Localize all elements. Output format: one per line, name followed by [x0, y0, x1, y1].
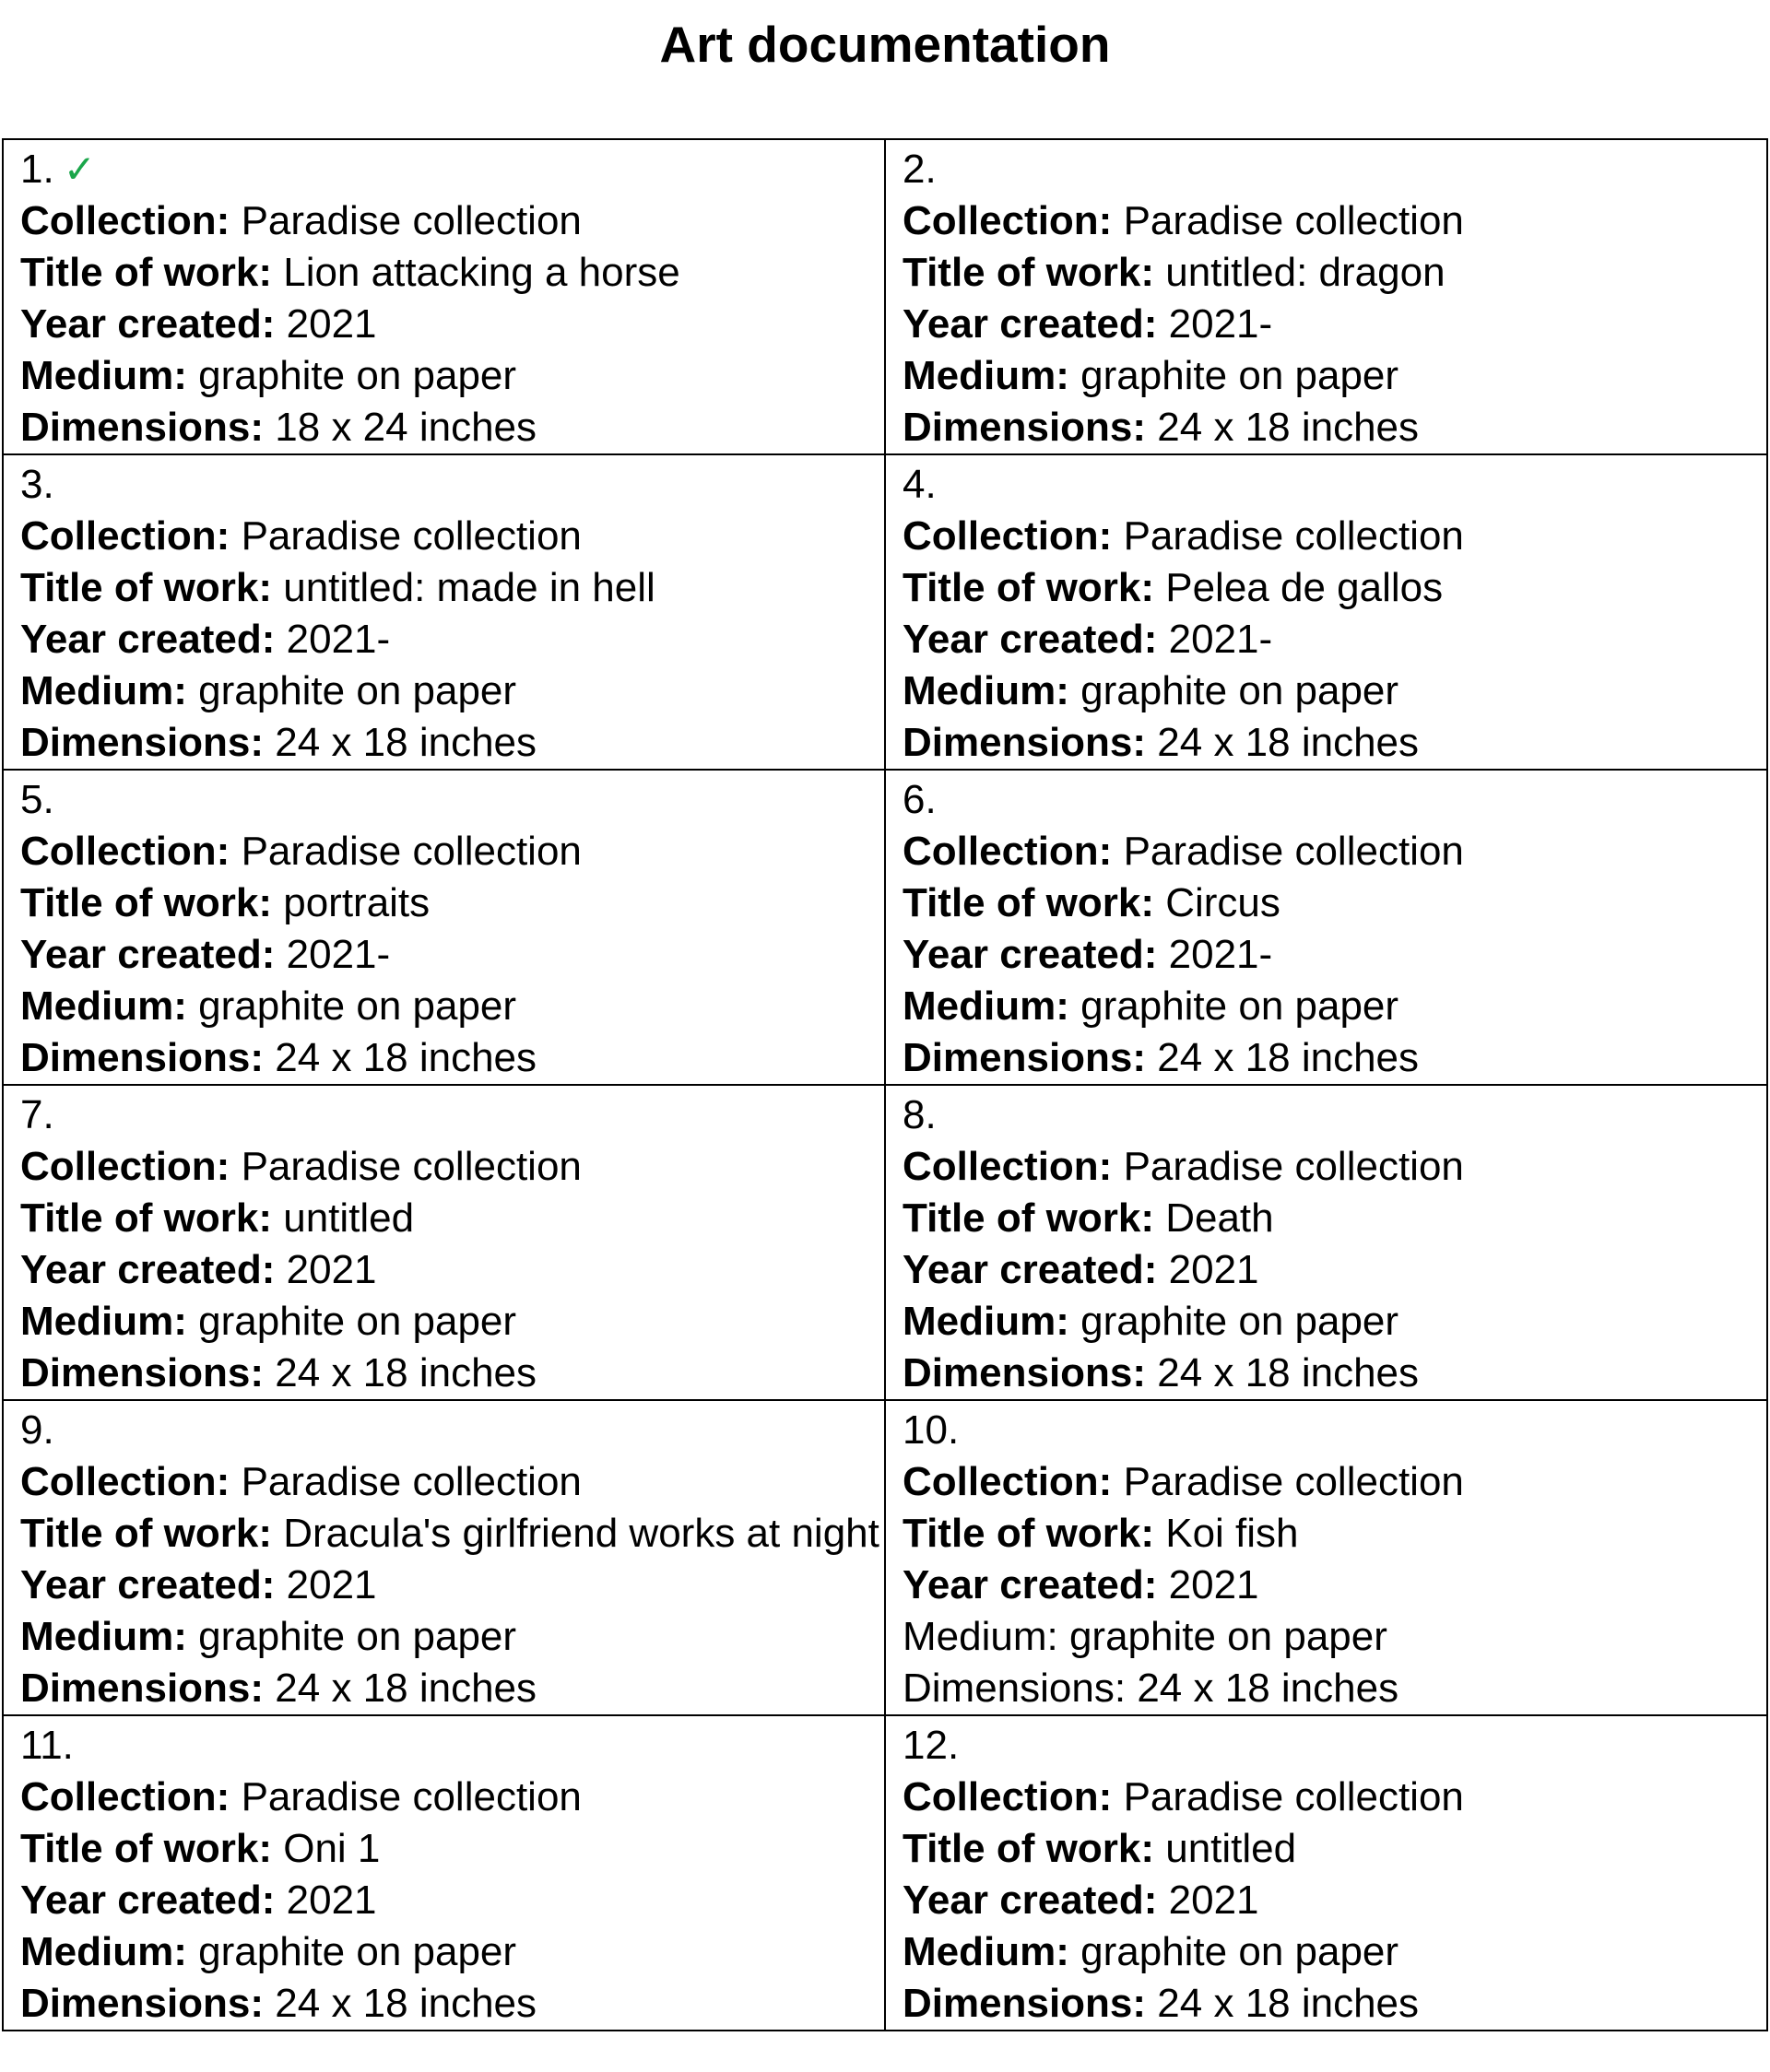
- title-label: Title of work:: [20, 1511, 272, 1556]
- medium-label: Medium:: [20, 983, 187, 1029]
- collection-value: Paradise collection: [1123, 829, 1464, 874]
- entry-number: 12.: [903, 1723, 960, 1768]
- collection-label: Collection:: [903, 513, 1113, 559]
- entry-number: 8.: [903, 1092, 937, 1137]
- dimensions-value: 24 x 18 inches: [275, 720, 537, 765]
- dimensions-value: 24 x 18 inches: [1157, 405, 1420, 450]
- title-value: Dracula's girlfriend works at night: [283, 1511, 879, 1556]
- collection-line: [903, 826, 1766, 877]
- title-line: [20, 562, 884, 614]
- year-line: [903, 929, 1766, 981]
- artwork-entry-cell: [885, 1400, 1767, 1715]
- entry-number: 6.: [903, 777, 937, 822]
- dimensions-value: 24 x 18 inches: [1157, 1350, 1420, 1395]
- collection-line: [903, 1456, 1766, 1508]
- dimensions-line: [903, 1978, 1766, 2030]
- entry-number-line: [903, 144, 1766, 195]
- medium-value: graphite on paper: [1080, 1299, 1399, 1344]
- title-label: Title of work:: [903, 1826, 1154, 1871]
- dimensions-label: Dimensions:: [903, 1981, 1147, 2026]
- collection-value: Paradise collection: [241, 513, 582, 559]
- collection-line: [903, 195, 1766, 247]
- collection-line: [20, 511, 884, 562]
- dimensions-line: [903, 402, 1766, 453]
- title-value: portraits: [283, 880, 431, 925]
- title-value: Koi fish: [1165, 1511, 1299, 1556]
- dimensions-line: [20, 1032, 884, 1084]
- entry-number-line: [20, 774, 884, 826]
- dimensions-line: [20, 717, 884, 769]
- dimensions-line: [903, 1348, 1766, 1399]
- year-label: Year created:: [20, 1247, 276, 1292]
- medium-value: graphite on paper: [1080, 668, 1399, 713]
- year-value: 2021: [1168, 1878, 1259, 1923]
- collection-line: [903, 511, 1766, 562]
- title-value: Death: [1165, 1195, 1274, 1241]
- year-line: [903, 614, 1766, 665]
- title-line: [903, 1508, 1766, 1560]
- medium-label: Medium:: [903, 1929, 1069, 1974]
- medium-label: Medium:: [20, 1614, 187, 1659]
- medium-line: [903, 665, 1766, 717]
- title-line: [20, 877, 884, 929]
- medium-value: graphite on paper: [198, 353, 517, 398]
- title-value: Circus: [1165, 880, 1280, 925]
- artwork-entry-cell: [3, 454, 885, 770]
- year-value: 2021: [286, 1878, 377, 1923]
- collection-value: Paradise collection: [1123, 1459, 1464, 1504]
- medium-line: [20, 981, 884, 1032]
- title-label: Title of work:: [903, 250, 1154, 295]
- table-row: [3, 1400, 1767, 1715]
- medium-value: graphite on paper: [198, 1614, 517, 1659]
- medium-label: Medium:: [903, 668, 1069, 713]
- medium-label: Medium:: [20, 1299, 187, 1344]
- year-line: [20, 1875, 884, 1926]
- artwork-entry-cell: [3, 139, 885, 454]
- title-label: Title of work:: [20, 1826, 272, 1871]
- entry-number-line: [20, 144, 884, 195]
- collection-value: Paradise collection: [241, 1144, 582, 1189]
- entry-number-line: [903, 774, 1766, 826]
- collection-label: Collection:: [20, 1774, 230, 1819]
- medium-label: Medium:: [20, 353, 187, 398]
- collection-label: Collection:: [903, 829, 1113, 874]
- dimensions-label: Dimensions:: [20, 1666, 265, 1711]
- collection-value: Paradise collection: [241, 829, 582, 874]
- entry-number-line: [20, 459, 884, 511]
- artwork-entry-cell: [885, 1715, 1767, 2031]
- dimensions-label: Dimensions:: [20, 720, 265, 765]
- medium-line: [903, 1926, 1766, 1978]
- entry-number-line: [20, 1720, 884, 1772]
- entry-number: 3.: [20, 462, 54, 507]
- medium-line: [20, 1296, 884, 1348]
- collection-value: Paradise collection: [1123, 513, 1464, 559]
- entry-number: 2.: [903, 147, 937, 192]
- dimensions-value: 24 x 18 inches: [275, 1350, 537, 1395]
- artwork-entry-cell: [885, 770, 1767, 1085]
- medium-label: Medium:: [903, 1299, 1069, 1344]
- collection-label: Collection:: [903, 1459, 1113, 1504]
- entry-number: 1.: [20, 147, 54, 192]
- year-value: 2021-: [1168, 617, 1273, 662]
- collection-label: Collection:: [903, 198, 1113, 243]
- title-line: [20, 1823, 884, 1875]
- year-label: Year created:: [20, 301, 276, 347]
- title-value: untitled: made in hell: [283, 565, 655, 610]
- dimensions-label: Dimensions:: [903, 1350, 1147, 1395]
- medium-line: [20, 1926, 884, 1978]
- medium-line: [903, 350, 1766, 402]
- dimensions-label: Dimensions:: [903, 720, 1147, 765]
- medium-value: graphite on paper: [198, 983, 517, 1029]
- entry-number-line: [903, 1089, 1766, 1141]
- year-value: 2021-: [286, 617, 391, 662]
- year-line: [20, 1560, 884, 1611]
- year-label: Year created:: [20, 932, 276, 977]
- dimensions-line: [903, 1032, 1766, 1084]
- collection-label: Collection:: [20, 1144, 230, 1189]
- year-label: Year created:: [903, 617, 1158, 662]
- year-label: Year created:: [903, 301, 1158, 347]
- checkmark-icon: ✓: [63, 147, 96, 192]
- collection-line: [903, 1141, 1766, 1193]
- medium-value: graphite on paper: [1080, 983, 1399, 1029]
- entry-number-line: [20, 1089, 884, 1141]
- year-line: [20, 614, 884, 665]
- year-line: [20, 1244, 884, 1296]
- medium-label: Medium:: [903, 353, 1069, 398]
- dimensions-value: 24 x 18 inches: [1157, 1981, 1420, 2026]
- collection-value: Paradise collection: [241, 1459, 582, 1504]
- dimensions-value: 24 x 18 inches: [275, 1035, 537, 1080]
- collection-line: [20, 1141, 884, 1193]
- table-row: [3, 454, 1767, 770]
- medium-value: graphite on paper: [1080, 1929, 1399, 1974]
- year-label: Year created:: [903, 1247, 1158, 1292]
- table-row: [3, 770, 1767, 1085]
- entry-number: 7.: [20, 1092, 54, 1137]
- medium-label: Medium:: [903, 983, 1069, 1029]
- year-label: Year created:: [903, 1562, 1158, 1607]
- collection-value: Paradise collection: [1123, 1144, 1464, 1189]
- dimensions-line: [20, 1978, 884, 2030]
- year-line: [903, 1875, 1766, 1926]
- title-label: Title of work:: [20, 565, 272, 610]
- collection-line: [20, 826, 884, 877]
- title-line: [20, 1193, 884, 1244]
- medium-line: [20, 350, 884, 402]
- dimensions-label: Dimensions:: [20, 1981, 265, 2026]
- medium-label: Medium:: [20, 668, 187, 713]
- table-row: [3, 1085, 1767, 1400]
- collection-line: [903, 1772, 1766, 1823]
- dimensions-value: 24 x 18 inches: [1137, 1666, 1399, 1711]
- title-value: Oni 1: [283, 1826, 381, 1871]
- year-line: [20, 929, 884, 981]
- year-label: Year created:: [903, 1878, 1158, 1923]
- artwork-entry-cell: [3, 1400, 885, 1715]
- entry-number-line: [903, 1720, 1766, 1772]
- title-line: [903, 877, 1766, 929]
- year-line: [903, 299, 1766, 350]
- collection-label: Collection:: [903, 1774, 1113, 1819]
- dimensions-value: 18 x 24 inches: [275, 405, 537, 450]
- title-line: [903, 1823, 1766, 1875]
- artwork-entry-cell: [885, 454, 1767, 770]
- title-value: untitled: [1165, 1826, 1297, 1871]
- medium-label: Medium:: [20, 1929, 187, 1974]
- collection-line: [20, 195, 884, 247]
- dimensions-line: [20, 1348, 884, 1399]
- year-label: Year created:: [20, 1562, 276, 1607]
- entry-number: 11.: [20, 1723, 74, 1768]
- medium-line: [20, 665, 884, 717]
- entry-number-line: [903, 459, 1766, 511]
- medium-line: [20, 1611, 884, 1663]
- medium-line: [903, 1296, 1766, 1348]
- entry-number: 10.: [903, 1407, 960, 1453]
- dimensions-value: 24 x 18 inches: [1157, 1035, 1420, 1080]
- year-line: [20, 299, 884, 350]
- table-row: [3, 1715, 1767, 2031]
- artwork-entry-cell: [3, 770, 885, 1085]
- title-value: Pelea de gallos: [1165, 565, 1444, 610]
- collection-value: Paradise collection: [1123, 198, 1464, 243]
- dimensions-value: 24 x 18 inches: [275, 1666, 537, 1711]
- year-value: 2021: [286, 1247, 377, 1292]
- art-documentation-table: [2, 138, 1768, 2031]
- medium-line: [903, 1611, 1766, 1663]
- dimensions-line: [903, 717, 1766, 769]
- dimensions-value: 24 x 18 inches: [275, 1981, 537, 2026]
- entry-number: 4.: [903, 462, 937, 507]
- artwork-entry-cell: [885, 139, 1767, 454]
- title-label: Title of work:: [903, 565, 1154, 610]
- artwork-entry-cell: [885, 1085, 1767, 1400]
- dimensions-label: Dimensions:: [20, 1350, 265, 1395]
- year-value: 2021-: [286, 932, 391, 977]
- title-line: [20, 247, 884, 299]
- year-value: 2021-: [1168, 301, 1273, 347]
- medium-label: Medium:: [903, 1614, 1058, 1659]
- year-label: Year created:: [20, 1878, 276, 1923]
- medium-line: [903, 981, 1766, 1032]
- title-line: [903, 1193, 1766, 1244]
- collection-label: Collection:: [20, 513, 230, 559]
- dimensions-label: Dimensions:: [20, 1035, 265, 1080]
- year-value: 2021: [1168, 1247, 1259, 1292]
- dimensions-label: Dimensions:: [20, 405, 265, 450]
- table-row: [3, 139, 1767, 454]
- collection-line: [20, 1772, 884, 1823]
- medium-value: graphite on paper: [1068, 1614, 1387, 1659]
- year-line: [903, 1560, 1766, 1611]
- dimensions-label: Dimensions:: [903, 405, 1147, 450]
- page-title: Art documentation: [659, 16, 1111, 73]
- year-line: [903, 1244, 1766, 1296]
- dimensions-line: [20, 402, 884, 453]
- dimensions-label: Dimensions:: [903, 1666, 1127, 1711]
- title-value: Lion attacking a horse: [283, 250, 680, 295]
- collection-value: Paradise collection: [241, 1774, 582, 1819]
- title-line: [903, 247, 1766, 299]
- year-value: 2021-: [1168, 932, 1273, 977]
- title-label: Title of work:: [903, 880, 1154, 925]
- year-value: 2021: [286, 301, 377, 347]
- collection-label: Collection:: [20, 829, 230, 874]
- collection-label: Collection:: [20, 198, 230, 243]
- collection-label: Collection:: [20, 1459, 230, 1504]
- dimensions-line: [20, 1663, 884, 1714]
- title-value: untitled: [283, 1195, 415, 1241]
- title-label: Title of work:: [20, 250, 272, 295]
- medium-value: graphite on paper: [1080, 353, 1399, 398]
- year-value: 2021: [286, 1562, 377, 1607]
- title-line: [903, 562, 1766, 614]
- year-label: Year created:: [20, 617, 276, 662]
- title-value: untitled: dragon: [1165, 250, 1446, 295]
- medium-value: graphite on paper: [198, 668, 517, 713]
- collection-value: Paradise collection: [1123, 1774, 1464, 1819]
- entry-number: 9.: [20, 1407, 54, 1453]
- title-label: Title of work:: [903, 1195, 1154, 1241]
- dimensions-line: [903, 1663, 1766, 1714]
- title-label: Title of work:: [903, 1511, 1154, 1556]
- entry-number-line: [903, 1405, 1766, 1456]
- collection-value: Paradise collection: [241, 198, 582, 243]
- year-label: Year created:: [903, 932, 1158, 977]
- artwork-entry-cell: [3, 1085, 885, 1400]
- entry-number-line: [20, 1405, 884, 1456]
- dimensions-label: Dimensions:: [903, 1035, 1147, 1080]
- collection-line: [20, 1456, 884, 1508]
- title-line: [20, 1508, 884, 1560]
- title-label: Title of work:: [20, 880, 272, 925]
- medium-value: graphite on paper: [198, 1299, 517, 1344]
- entry-number: 5.: [20, 777, 54, 822]
- dimensions-value: 24 x 18 inches: [1157, 720, 1420, 765]
- artwork-entry-cell: [3, 1715, 885, 2031]
- collection-label: Collection:: [903, 1144, 1113, 1189]
- title-label: Title of work:: [20, 1195, 272, 1241]
- medium-value: graphite on paper: [198, 1929, 517, 1974]
- year-value: 2021: [1168, 1562, 1259, 1607]
